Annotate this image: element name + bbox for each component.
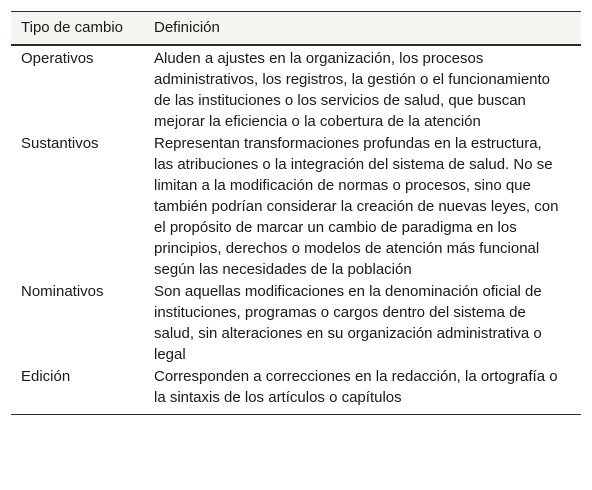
table-row <box>11 45 581 132</box>
cell-tipo: Edición <box>21 368 71 385</box>
cell-tipo: Operativos <box>21 50 94 67</box>
table-row <box>11 280 581 365</box>
cell-tipo: Sustantivos <box>21 135 99 152</box>
table-body <box>11 45 581 415</box>
table-row <box>11 132 581 280</box>
cell-definicion: Representan transformaciones profundas en la estructura, las atribuciones o la integración del sistema de salud. No se limitan a la modificación de normas o procesos, sino que también podrían considerar la creación de nuevas leyes, con el propósito de marcar un cambio de paradigma en los principios, derechos o modelos de atención más funcional según las necesidades de la población <box>154 135 559 278</box>
cell-definicion: Son aquellas modificaciones en la denominación oficial de instituciones, programas o cargos dentro del sistema de salud, sin alteraciones en su organización administrativa o legal <box>154 283 542 363</box>
header-definicion: Definición <box>154 19 220 36</box>
cell-tipo: Nominativos <box>21 283 104 300</box>
table-header <box>11 12 581 46</box>
cell-definicion: Aluden a ajustes en la organización, los procesos administrativos, los registros, la gestión o el funcionamiento de las instituciones o los servicios de salud, que buscan mejorar la eficiencia o la cobertura de la atención <box>154 50 551 130</box>
header-tipo-de-cambio: Tipo de cambio <box>21 19 123 36</box>
definitions-table-container <box>11 11 581 415</box>
table-row <box>11 365 581 415</box>
header-row <box>11 12 581 46</box>
cell-definicion: Corresponden a correcciones en la redacción, la ortografía o la sintaxis de los artículos o capítulos <box>154 368 558 406</box>
change-types-table <box>11 11 581 415</box>
